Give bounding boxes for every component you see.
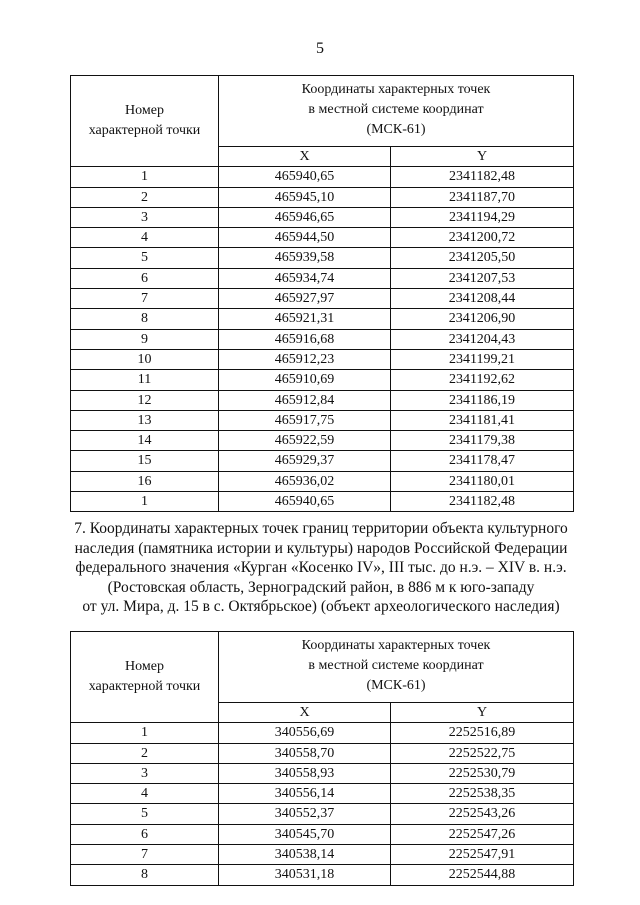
point-number-cell: 4 xyxy=(71,784,219,804)
x-coordinate-cell: 465945,10 xyxy=(219,187,391,207)
x-coordinate-cell: 465940,65 xyxy=(219,492,391,512)
header-coordinates: Координаты характерных точек в местной системе координат (МСК-61) xyxy=(219,76,574,147)
header-x: X xyxy=(219,147,391,167)
table-row xyxy=(71,804,574,824)
x-coordinate-cell: 465910,69 xyxy=(219,370,391,390)
x-coordinate-cell: 340531,18 xyxy=(219,865,391,885)
point-number-cell: 2 xyxy=(71,187,219,207)
y-coordinate-cell: 2252522,75 xyxy=(391,743,574,763)
point-number-cell: 4 xyxy=(71,228,219,248)
table-row xyxy=(71,410,574,430)
y-coordinate-cell: 2341186,19 xyxy=(391,390,574,410)
section-7-heading: 7. Координаты характерных точек границ территории объекта культурного наследия (памятника истории и культуры) народов Российской Федерации федерального значения «Курган «Косенко IV», III тыс. до н.э. – XIV в. н.э. (Ростовская область, Зерноградский район, в 886 м к юго-западу от ул. Мира, д. 15 в с. Октябрьское) (объект археологического наследия) xyxy=(74,520,568,615)
y-coordinate-cell: 2341199,21 xyxy=(391,349,574,369)
table-row xyxy=(71,723,574,743)
x-coordinate-cell: 340558,70 xyxy=(219,743,391,763)
table-row xyxy=(71,187,574,207)
table-row xyxy=(71,309,574,329)
y-coordinate-cell: 2341178,47 xyxy=(391,451,574,471)
coordinates-table-2 xyxy=(70,631,574,886)
point-number-cell: 2 xyxy=(71,743,219,763)
header-y: Y xyxy=(391,703,574,723)
x-coordinate-cell: 465921,31 xyxy=(219,309,391,329)
table-row xyxy=(71,865,574,885)
y-coordinate-cell: 2341180,01 xyxy=(391,471,574,491)
point-number-cell: 11 xyxy=(71,370,219,390)
y-coordinate-cell: 2341206,90 xyxy=(391,309,574,329)
point-number-cell: 3 xyxy=(71,763,219,783)
y-coordinate-cell: 2341208,44 xyxy=(391,289,574,309)
y-coordinate-cell: 2341182,48 xyxy=(391,167,574,187)
header-x: X xyxy=(219,703,391,723)
x-coordinate-cell: 465912,23 xyxy=(219,349,391,369)
y-coordinate-cell: 2341207,53 xyxy=(391,268,574,288)
table-row xyxy=(71,451,574,471)
y-coordinate-cell: 2252543,26 xyxy=(391,804,574,824)
x-coordinate-cell: 465936,02 xyxy=(219,471,391,491)
point-number-cell: 8 xyxy=(71,309,219,329)
table-row xyxy=(71,431,574,451)
x-coordinate-cell: 465939,58 xyxy=(219,248,391,268)
x-coordinate-cell: 465922,59 xyxy=(219,431,391,451)
point-number-cell: 8 xyxy=(71,865,219,885)
table-row xyxy=(71,268,574,288)
x-coordinate-cell: 340556,69 xyxy=(219,723,391,743)
x-coordinate-cell: 340556,14 xyxy=(219,784,391,804)
table-row xyxy=(71,471,574,491)
point-number-cell: 1 xyxy=(71,492,219,512)
table-row xyxy=(71,492,574,512)
table-row xyxy=(71,390,574,410)
page-number: 5 xyxy=(316,40,324,57)
point-number-cell: 12 xyxy=(71,390,219,410)
x-coordinate-cell: 465917,75 xyxy=(219,410,391,430)
point-number-cell: 14 xyxy=(71,431,219,451)
table-row xyxy=(71,228,574,248)
point-number-cell: 16 xyxy=(71,471,219,491)
x-coordinate-cell: 465940,65 xyxy=(219,167,391,187)
table-row xyxy=(71,329,574,349)
point-number-cell: 5 xyxy=(71,804,219,824)
point-number-cell: 6 xyxy=(71,268,219,288)
point-number-cell: 7 xyxy=(71,845,219,865)
table-1-body xyxy=(71,167,574,512)
table-row xyxy=(71,349,574,369)
header-point-number: Номер характерной точки xyxy=(71,76,219,167)
x-coordinate-cell: 465929,37 xyxy=(219,451,391,471)
table-2-body xyxy=(71,723,574,885)
x-coordinate-cell: 465946,65 xyxy=(219,207,391,227)
table-row xyxy=(71,248,574,268)
y-coordinate-cell: 2252538,35 xyxy=(391,784,574,804)
y-coordinate-cell: 2252547,91 xyxy=(391,845,574,865)
y-coordinate-cell: 2252547,26 xyxy=(391,824,574,844)
y-coordinate-cell: 2341200,72 xyxy=(391,228,574,248)
point-number-cell: 5 xyxy=(71,248,219,268)
table-row xyxy=(71,763,574,783)
header-y: Y xyxy=(391,147,574,167)
y-coordinate-cell: 2252530,79 xyxy=(391,763,574,783)
y-coordinate-cell: 2341179,38 xyxy=(391,431,574,451)
point-number-cell: 13 xyxy=(71,410,219,430)
y-coordinate-cell: 2252516,89 xyxy=(391,723,574,743)
y-coordinate-cell: 2341181,41 xyxy=(391,410,574,430)
x-coordinate-cell: 465934,74 xyxy=(219,268,391,288)
x-coordinate-cell: 340558,93 xyxy=(219,763,391,783)
point-number-cell: 1 xyxy=(71,167,219,187)
y-coordinate-cell: 2341187,70 xyxy=(391,187,574,207)
x-coordinate-cell: 340552,37 xyxy=(219,804,391,824)
point-number-cell: 10 xyxy=(71,349,219,369)
y-coordinate-cell: 2341204,43 xyxy=(391,329,574,349)
y-coordinate-cell: 2341182,48 xyxy=(391,492,574,512)
table-row xyxy=(71,784,574,804)
x-coordinate-cell: 465916,68 xyxy=(219,329,391,349)
table-row xyxy=(71,207,574,227)
point-number-cell: 9 xyxy=(71,329,219,349)
y-coordinate-cell: 2252544,88 xyxy=(391,865,574,885)
table-row xyxy=(71,289,574,309)
point-number-cell: 3 xyxy=(71,207,219,227)
table-row xyxy=(71,845,574,865)
x-coordinate-cell: 465927,97 xyxy=(219,289,391,309)
x-coordinate-cell: 465944,50 xyxy=(219,228,391,248)
point-number-cell: 7 xyxy=(71,289,219,309)
table-row xyxy=(71,743,574,763)
header-coordinates: Координаты характерных точек в местной системе координат (МСК-61) xyxy=(219,632,574,703)
x-coordinate-cell: 340545,70 xyxy=(219,824,391,844)
y-coordinate-cell: 2341205,50 xyxy=(391,248,574,268)
table-row xyxy=(71,824,574,844)
table-row xyxy=(71,370,574,390)
y-coordinate-cell: 2341192,62 xyxy=(391,370,574,390)
y-coordinate-cell: 2341194,29 xyxy=(391,207,574,227)
header-point-number: Номер характерной точки xyxy=(71,632,219,723)
point-number-cell: 6 xyxy=(71,824,219,844)
point-number-cell: 1 xyxy=(71,723,219,743)
x-coordinate-cell: 340538,14 xyxy=(219,845,391,865)
table-row xyxy=(71,167,574,187)
coordinates-table-1 xyxy=(70,75,574,512)
point-number-cell: 15 xyxy=(71,451,219,471)
x-coordinate-cell: 465912,84 xyxy=(219,390,391,410)
